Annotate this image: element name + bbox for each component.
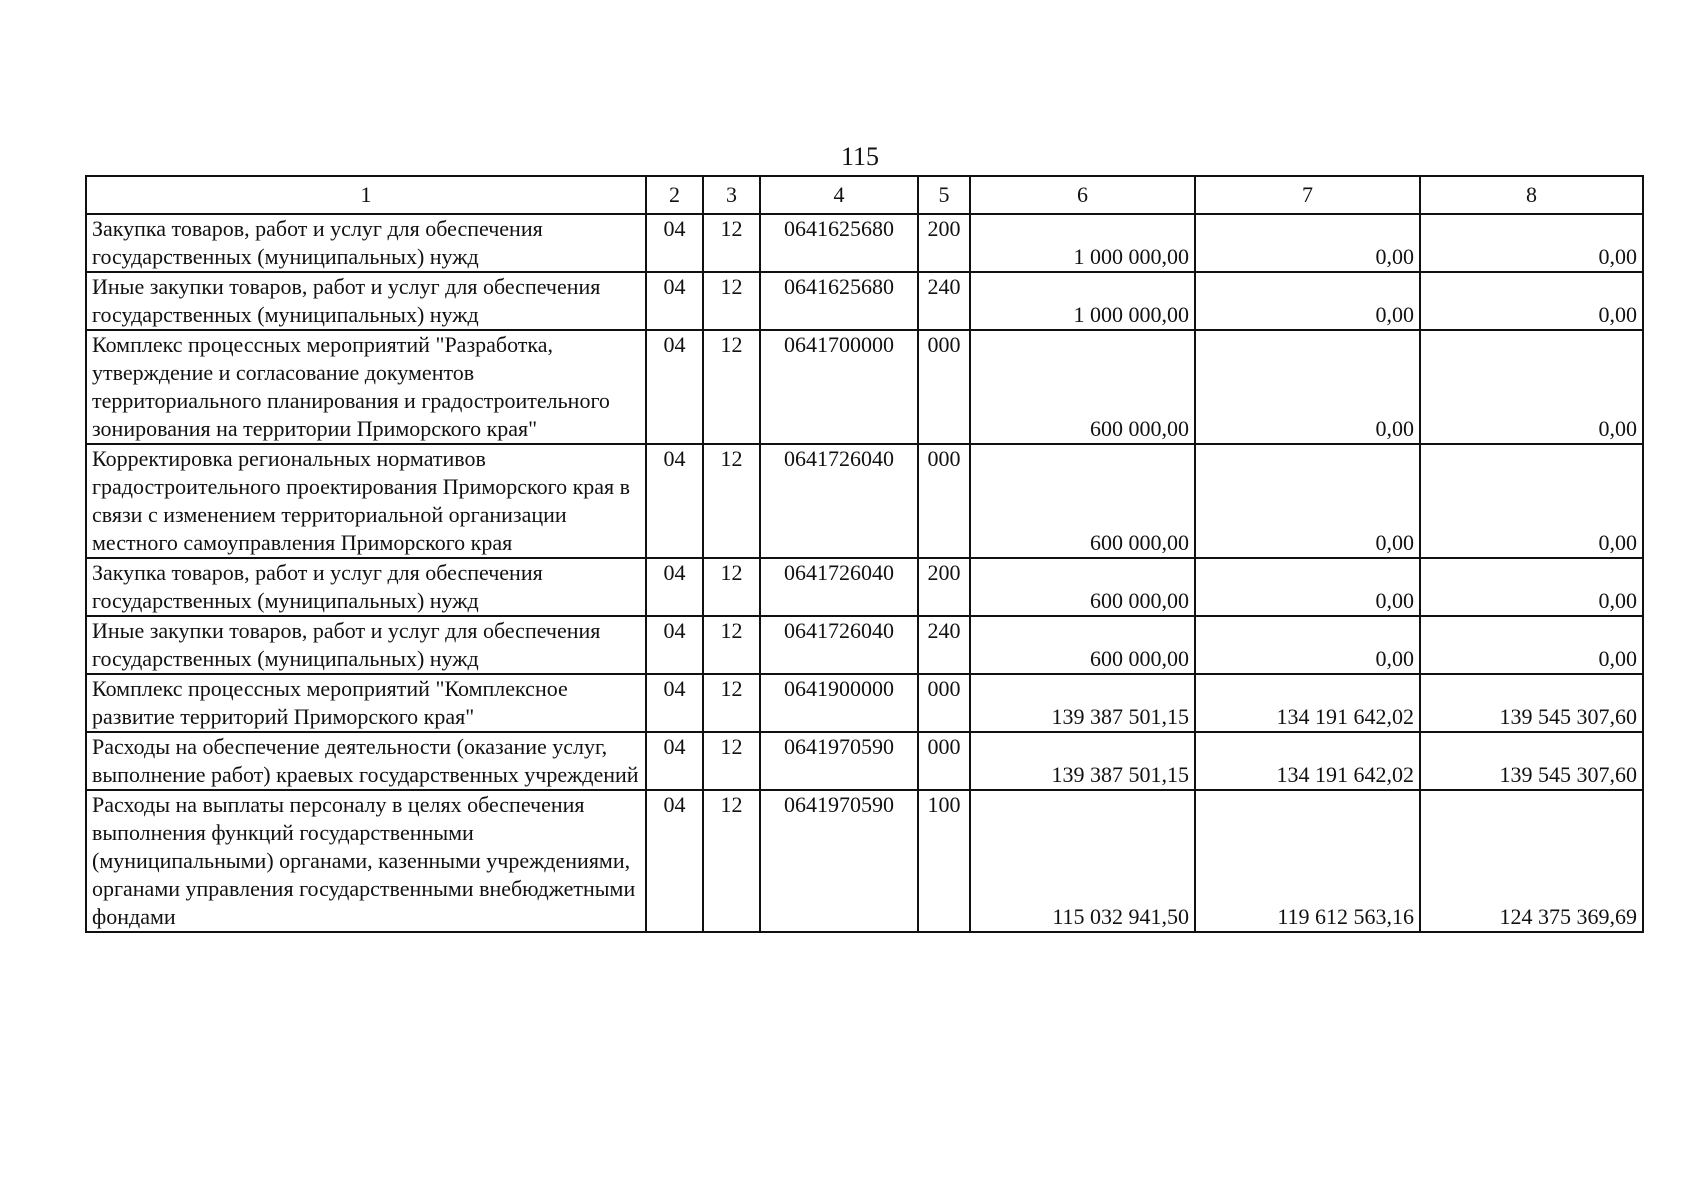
row-amount-2: 0,00: [1195, 272, 1420, 330]
row-amount-2: 0,00: [1195, 214, 1420, 272]
column-header: 2: [646, 176, 703, 214]
row-amount-1: 1 000 000,00: [970, 272, 1195, 330]
row-section: 04: [646, 674, 703, 732]
row-subsection: 12: [703, 616, 760, 674]
column-header: 5: [918, 176, 970, 214]
row-name: Корректировка региональных нормативов градостроительного проектирования Приморского края в связи с изменением территориальной организации местного самоуправления Приморского края: [86, 444, 646, 558]
row-section: 04: [646, 444, 703, 558]
row-amount-1: 600 000,00: [970, 558, 1195, 616]
row-amount-2: 119 612 563,16: [1195, 790, 1420, 932]
row-amount-2: 134 191 642,02: [1195, 674, 1420, 732]
page-number: 115: [840, 142, 880, 171]
row-name: Расходы на выплаты персоналу в целях обеспечения выполнения функций государственными (муниципальными) органами, казенными учреждениями, органами управления государственными внебюджетными фондами: [86, 790, 646, 932]
row-target-article: 0641700000: [760, 330, 918, 444]
table-row: [86, 674, 1643, 732]
row-name: Расходы на обеспечение деятельности (оказание услуг, выполнение работ) краевых государственных учреждений: [86, 732, 646, 790]
row-section: 04: [646, 330, 703, 444]
table-row: [86, 214, 1643, 272]
row-amount-1: 600 000,00: [970, 616, 1195, 674]
row-amount-2: 0,00: [1195, 558, 1420, 616]
row-subsection: 12: [703, 330, 760, 444]
row-amount-2: 134 191 642,02: [1195, 732, 1420, 790]
row-section: 04: [646, 790, 703, 932]
row-expense-type: 240: [918, 616, 970, 674]
row-name: Закупка товаров, работ и услуг для обеспечения государственных (муниципальных) нужд: [86, 558, 646, 616]
row-amount-1: 139 387 501,15: [970, 674, 1195, 732]
row-section: 04: [646, 214, 703, 272]
row-name: Иные закупки товаров, работ и услуг для обеспечения государственных (муниципальных) нужд: [86, 616, 646, 674]
row-expense-type: 240: [918, 272, 970, 330]
row-expense-type: 000: [918, 444, 970, 558]
table-row: [86, 444, 1643, 558]
row-target-article: 0641726040: [760, 558, 918, 616]
table-row: [86, 732, 1643, 790]
row-amount-3: 0,00: [1420, 330, 1643, 444]
row-amount-1: 139 387 501,15: [970, 732, 1195, 790]
row-amount-2: 0,00: [1195, 330, 1420, 444]
row-expense-type: 100: [918, 790, 970, 932]
column-header: 7: [1195, 176, 1420, 214]
row-section: 04: [646, 616, 703, 674]
table-row: [86, 616, 1643, 674]
header-row: [86, 176, 1643, 214]
row-expense-type: 000: [918, 674, 970, 732]
row-name: Закупка товаров, работ и услуг для обеспечения государственных (муниципальных) нужд: [86, 214, 646, 272]
row-amount-3: 0,00: [1420, 558, 1643, 616]
row-section: 04: [646, 732, 703, 790]
row-expense-type: 200: [918, 558, 970, 616]
row-amount-1: 600 000,00: [970, 330, 1195, 444]
row-target-article: 0641900000: [760, 674, 918, 732]
row-name: Комплекс процессных мероприятий "Разработка, утверждение и согласование документов территориального планирования и градостроительного зонирования на территории Приморского края": [86, 330, 646, 444]
budget-table: [85, 175, 1644, 933]
row-subsection: 12: [703, 444, 760, 558]
row-amount-3: 139 545 307,60: [1420, 732, 1643, 790]
row-section: 04: [646, 272, 703, 330]
row-amount-1: 115 032 941,50: [970, 790, 1195, 932]
row-amount-2: 0,00: [1195, 444, 1420, 558]
row-subsection: 12: [703, 790, 760, 932]
row-target-article: 0641726040: [760, 444, 918, 558]
row-subsection: 12: [703, 272, 760, 330]
table-row: [86, 272, 1643, 330]
column-header: 4: [760, 176, 918, 214]
row-subsection: 12: [703, 214, 760, 272]
column-header: 1: [86, 176, 646, 214]
row-amount-2: 0,00: [1195, 616, 1420, 674]
row-name: Иные закупки товаров, работ и услуг для обеспечения государственных (муниципальных) нужд: [86, 272, 646, 330]
row-amount-3: 139 545 307,60: [1420, 674, 1643, 732]
row-amount-3: 0,00: [1420, 444, 1643, 558]
row-expense-type: 000: [918, 330, 970, 444]
table-row: [86, 330, 1643, 444]
table-row: [86, 790, 1643, 932]
row-amount-3: 0,00: [1420, 272, 1643, 330]
row-target-article: 0641625680: [760, 214, 918, 272]
row-amount-3: 0,00: [1420, 214, 1643, 272]
row-target-article: 0641970590: [760, 732, 918, 790]
column-header: 3: [703, 176, 760, 214]
column-header: 8: [1420, 176, 1643, 214]
row-expense-type: 000: [918, 732, 970, 790]
row-target-article: 0641970590: [760, 790, 918, 932]
row-amount-1: 600 000,00: [970, 444, 1195, 558]
row-amount-3: 0,00: [1420, 616, 1643, 674]
row-target-article: 0641726040: [760, 616, 918, 674]
row-subsection: 12: [703, 732, 760, 790]
row-subsection: 12: [703, 558, 760, 616]
row-name: Комплекс процессных мероприятий "Комплексное развитие территорий Приморского края": [86, 674, 646, 732]
row-expense-type: 200: [918, 214, 970, 272]
table-row: [86, 558, 1643, 616]
row-section: 04: [646, 558, 703, 616]
row-amount-1: 1 000 000,00: [970, 214, 1195, 272]
row-amount-3: 124 375 369,69: [1420, 790, 1643, 932]
row-subsection: 12: [703, 674, 760, 732]
row-target-article: 0641625680: [760, 272, 918, 330]
column-header: 6: [970, 176, 1195, 214]
